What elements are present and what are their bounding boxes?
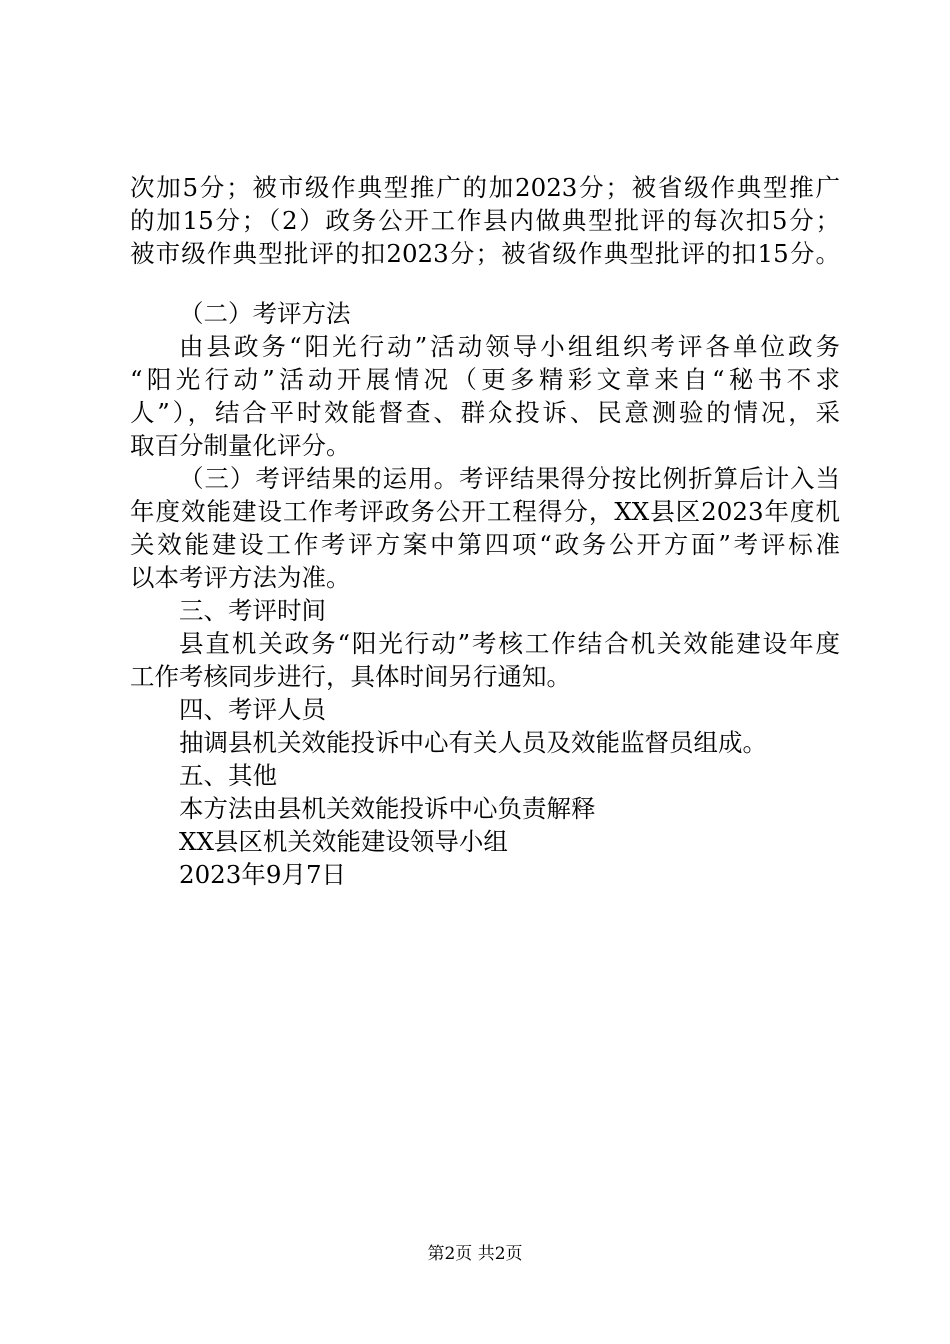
- paragraph-line: 人”），结合平时效能督查、群众投诉、民意测验的情况，采: [130, 398, 840, 427]
- paragraph-line: （三）考评结果的运用。考评结果得分按比例折算后计入当: [179, 464, 840, 493]
- signature-date: 2023年9月7日: [179, 860, 347, 889]
- section-heading: （二）考评方法: [179, 299, 351, 328]
- paragraph-line: 县直机关政务“阳光行动”考核工作结合机关效能建设年度: [179, 629, 840, 658]
- signature-organization: XX县区机关效能建设领导小组: [179, 827, 508, 856]
- section-heading: 三、考评时间: [179, 596, 326, 625]
- document-body: [130, 171, 840, 891]
- paragraph-gap: [130, 270, 840, 297]
- section-heading: 四、考评人员: [179, 695, 326, 724]
- page-number-footer: 第2页 共2页: [427, 1244, 523, 1264]
- paragraph-line: 抽调县机关效能投诉中心有关人员及效能监督员组成。: [179, 728, 767, 757]
- paragraph-line: 的加15分；（2）政务公开工作县内做典型批评的每次扣5分；: [130, 206, 840, 235]
- paragraph-line: 取百分制量化评分。: [130, 431, 351, 460]
- paragraph-line: 次加5分；被市级作典型推广的加2023分；被省级作典型推广: [130, 173, 840, 202]
- paragraph-line: 由县政务“阳光行动”活动领导小组组织考评各单位政务: [179, 332, 840, 361]
- paragraph-line: 工作考核同步进行，具体时间另行通知。: [130, 662, 571, 691]
- paragraph-line: 被市级作典型批评的扣2023分；被省级作典型批评的扣15分。: [130, 239, 840, 268]
- paragraph-line: 关效能建设工作考评方案中第四项“政务公开方面”考评标准: [130, 530, 840, 559]
- paragraph-line: 年度效能建设工作考评政务公开工程得分，XX县区2023年度机: [130, 497, 840, 526]
- paragraph-line: “阳光行动”活动开展情况（更多精彩文章来自“秘书不求: [130, 365, 840, 394]
- section-heading: 五、其他: [179, 761, 277, 790]
- paragraph-line: 本方法由县机关效能投诉中心负责解释: [179, 794, 596, 823]
- paragraph-line: 以本考评方法为准。: [130, 563, 351, 592]
